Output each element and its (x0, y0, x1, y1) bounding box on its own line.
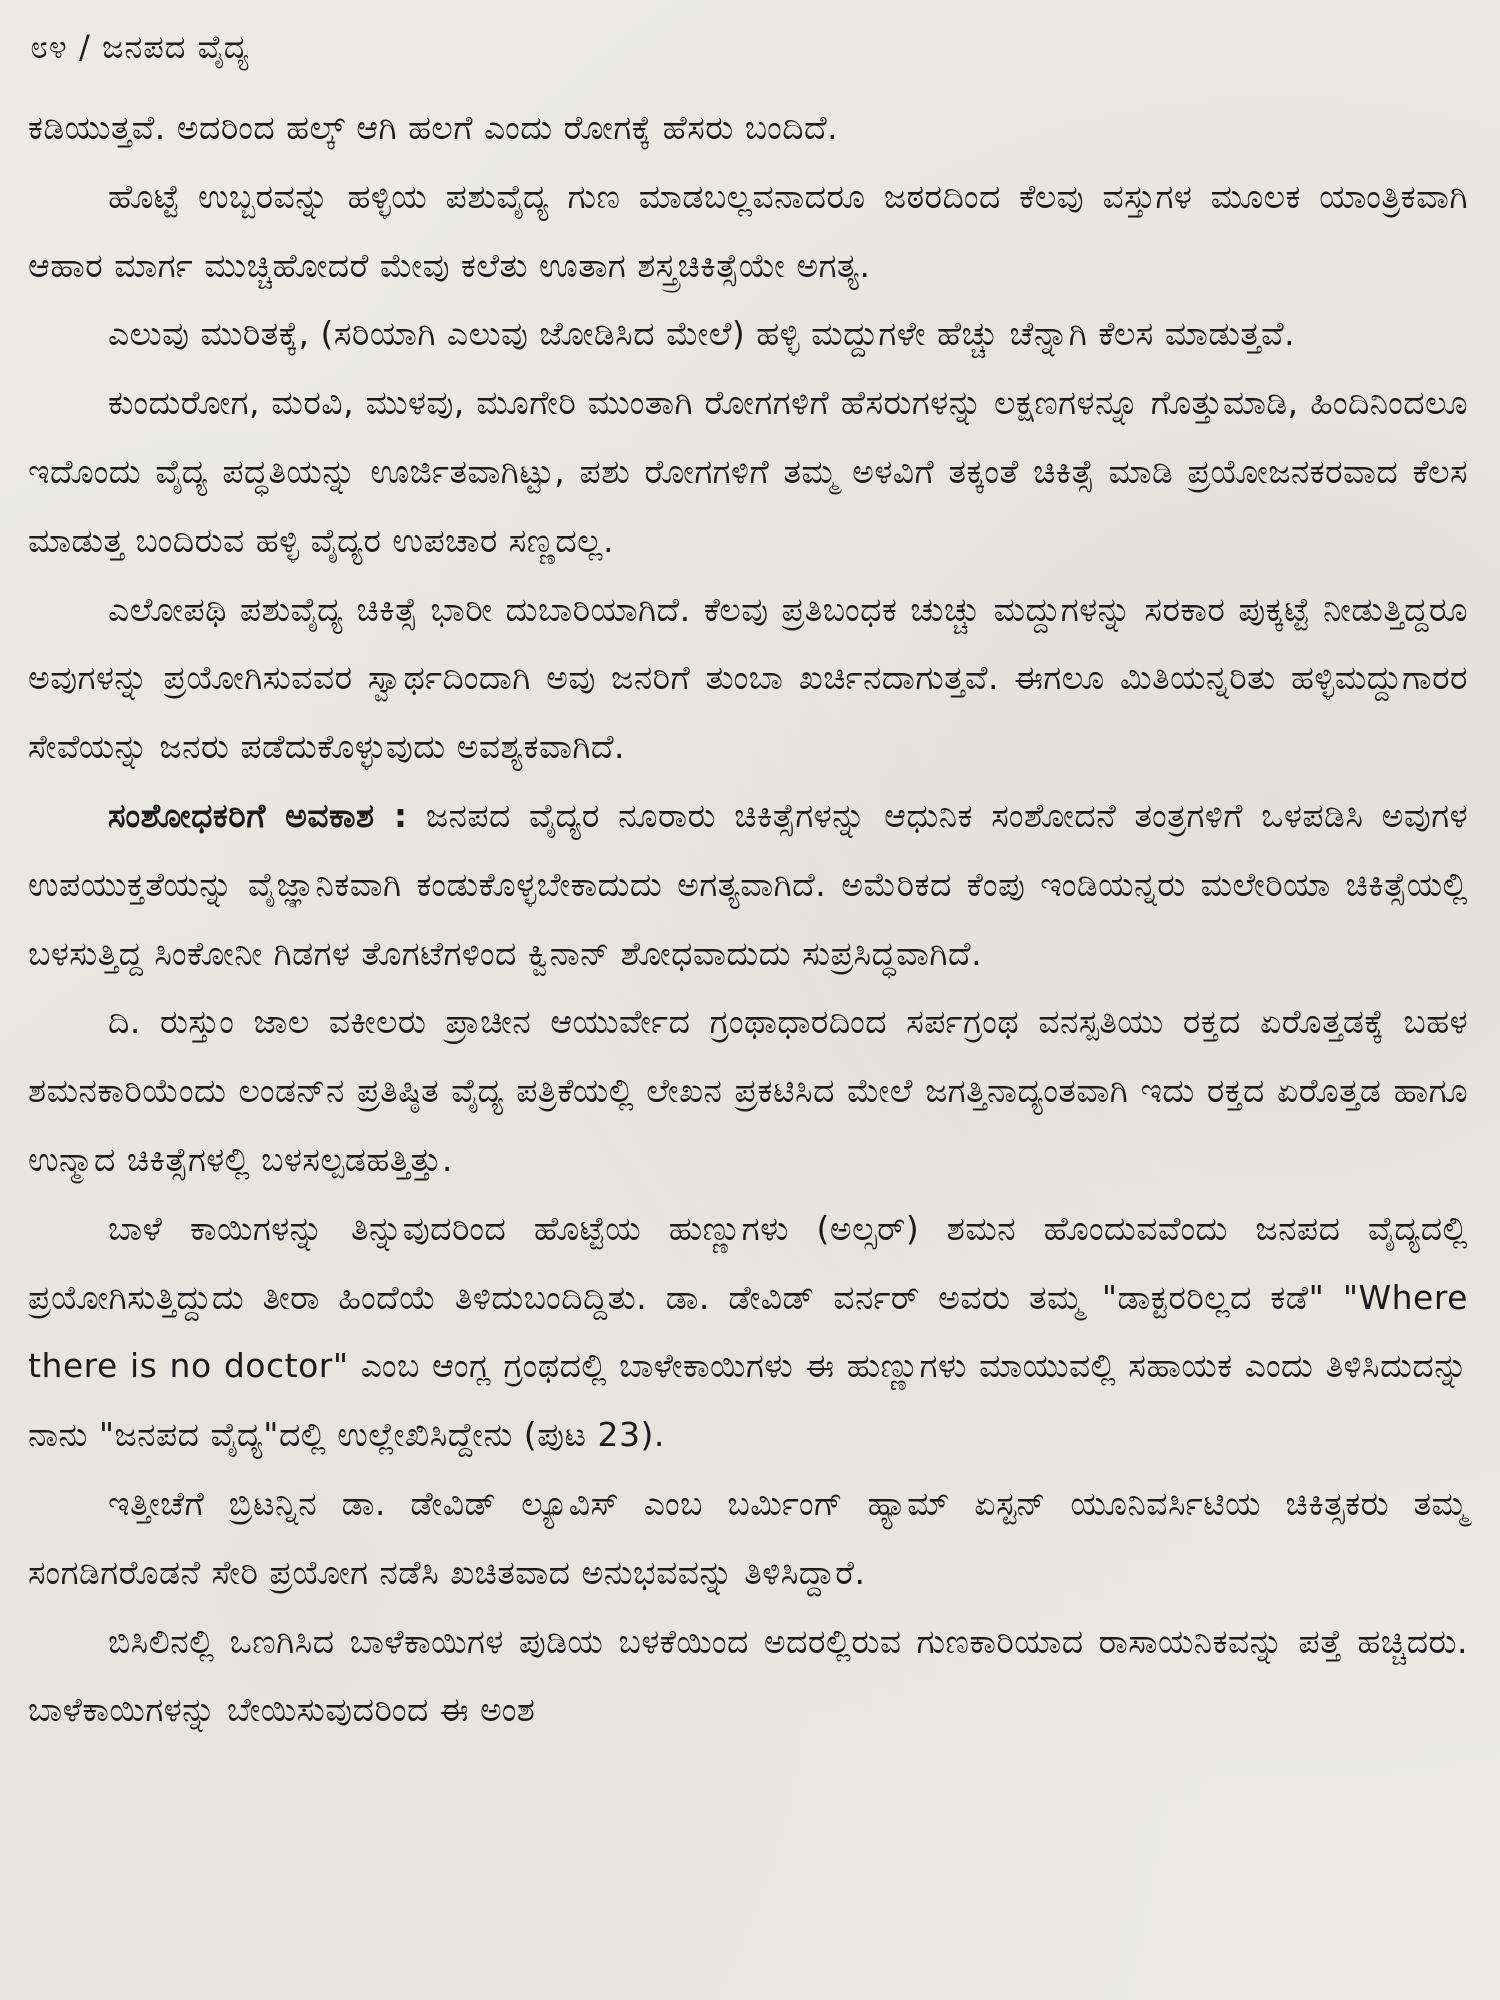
paragraph-allopathy-cost: ಎಲೋಪಥಿ ಪಶುವೈದ್ಯ ಚಿಕಿತ್ಸೆ ಭಾರೀ ದುಬಾರಿಯಾಗಿದೆ. ಕೆಲವು ಪ್ರತಿಬಂಧಕ ಚುಚ್ಚು ಮದ್ದುಗಳನ್ನು ಸರಕಾರ ಪುಕ್ಕಟ್ಟೆ ನೀಡುತ್ತಿದ್ದರೂ ಅವುಗಳನ್ನು ಪ್ರಯೋಗಿಸುವವರ ಸ್ವಾರ್ಥದಿಂದಾಗಿ ಅವು ಜನರಿಗೆ ತುಂಬಾ ಖರ್ಚಿನದಾಗುತ್ತವೆ. ಈಗಲೂ ಮಿತಿಯನ್ನರಿತು ಹಳ್ಳಿಮದ್ದುಗಾರರ ಸೇವೆಯನ್ನು ಜನರು ಪಡೆದುಕೊಳ್ಳುವುದು ಅವಶ್ಯಕವಾಗಿದೆ. (28, 589, 1468, 767)
paragraph-research-opportunity (28, 782, 1468, 988)
paragraph-text: ಜನಪದ ವೈದ್ಯರ ನೂರಾರು ಚಿಕಿತ್ಸೆಗಳನ್ನು ಆಧುನಿಕ ಸಂಶೋದನೆ ತಂತ್ರಗಳಿಗೆ ಒಳಪಡಿಸಿ ಅವುಗಳ ಉಪಯುಕ್ತತೆಯನ್ನು ವೈಜ್ಞಾನಿಕವಾಗಿ ಕಂಡುಕೊಳ್ಳಬೇಕಾದುದು ಅಗತ್ಯವಾಗಿದೆ. ಅಮೆರಿಕದ ಕೆಂಪು ಇಂಡಿಯನ್ನರು ಮಲೇರಿಯಾ ಚಿಕಿತ್ಸೆಯಲ್ಲಿ ಬಳಸುತ್ತಿದ್ದ ಸಿಂಕೋನೀ ಗಿಡಗಳ ತೊಗಟೆಗಳಿಂದ ಕ್ವಿನಾನ್ ಶೋಧವಾದುದು ಸುಪ್ರಸಿದ್ಧವಾಗಿದೆ. (28, 795, 1469, 973)
running-header: ೮೪ / ಜನಪದ ವೈದ್ಯ (30, 28, 250, 66)
section-lead-heading: ಸಂಶೋಧಕರಿಗೆ ಅವಕಾಶ : (108, 795, 408, 835)
body-text (28, 94, 1468, 1745)
paragraph-disease-names: ಕುಂದುರೋಗ, ಮರವಿ, ಮುಳವು, ಮೂಗೇರಿ ಮುಂತಾಗಿ ರೋಗಗಳಿಗೆ ಹೆಸರುಗಳನ್ನು ಲಕ್ಷಣಗಳನ್ನೂ ಗೊತ್ತುಮಾಡಿ, ಹಿಂದಿನಿಂದಲೂ ಇದೊಂದು ವೈದ್ಯ ಪದ್ಧತಿಯನ್ನು ಊರ್ಜಿತವಾಗಿಟ್ಟು, ಪಶು ರೋಗಗಳಿಗೆ ತಮ್ಮ ಅಳವಿಗೆ ತಕ್ಕಂತೆ ಚಿಕಿತ್ಸೆ ಮಾಡಿ ಪ್ರಯೋಜನಕರವಾದ ಕೆಲಸ ಮಾಡುತ್ತ ಬಂದಿರುವ ಹಳ್ಳಿ ವೈದ್ಯರ ಉಪಚಾರ ಸಣ್ಣದಲ್ಲ. (28, 383, 1468, 560)
paragraph-bone-fracture: ಎಲುವು ಮುರಿತಕ್ಕೆ, (ಸರಿಯಾಗಿ ಎಲುವು ಜೋಡಿಸಿದ ಮೇಲೆ) ಹಳ್ಳಿ ಮದ್ದುಗಳೇ ಹೆಚ್ಚು ಚೆನ್ನಾಗಿ ಕೆಲಸ ಮಾಡುತ್ತವೆ. (108, 314, 1296, 354)
paragraph-sarpagandha: ದಿ. ರುಸ್ತುಂ ಜಾಲ ವಕೀಲರು ಪ್ರಾಚೀನ ಆಯುರ್ವೇದ ಗ್ರಂಥಾಧಾರದಿಂದ ಸರ್ಪಗ್ರಂಥ ವನಸ್ಪತಿಯು ರಕ್ತದ ಏರೊತ್ತಡಕ್ಕೆ ಬಹಳ ಶಮನಕಾರಿಯೆಂದು ಲಂಡನ್‌ನ ಪ್ರತಿಷ್ಠಿತ ವೈದ್ಯ ಪತ್ರಿಕೆಯಲ್ಲಿ ಲೇಖನ ಪ್ರಕಟಿಸಿದ ಮೇಲೆ ಜಗತ್ತಿನಾದ್ಯಂತವಾಗಿ ಇದು ರಕ್ತದ ಏರೊತ್ತಡ ಹಾಗೂ ಉನ್ಮಾದ ಚಿಕಿತ್ಸೆಗಳಲ್ಲಿ ಬಳಸಲ್ಪಡಹತ್ತಿತ್ತು. (28, 1002, 1468, 1179)
paragraph-recent-study: ಇತ್ತೀಚೆಗೆ ಬ್ರಿಟನ್ನಿನ ಡಾ. ಡೇವಿಡ್ ಲ್ಯೂವಿಸ್ ಎಂಬ ಬರ್ಮಿಂಗ್ ಹ್ಯಾಮ್ ಏಸ್ಟನ್ ಯೂನಿವರ್ಸಿಟಿಯ ಚಿಕಿತ್ಸಕರು ತಮ್ಮ ಸಂಗಡಿಗರೊಡನೆ ಸೇರಿ ಪ್ರಯೋಗ ನಡೆಸಿ ಖಚಿತವಾದ ಅನುಭವವನ್ನು ತಿಳಿಸಿದ್ದಾರೆ. (28, 1483, 1468, 1592)
paragraph-banana-ulcer: ಬಾಳೆ ಕಾಯಿಗಳನ್ನು ತಿನ್ನುವುದರಿಂದ ಹೊಟ್ಟೆಯ ಹುಣ್ಣುಗಳು (ಅಲ್ಸರ್) ಶಮನ ಹೊಂದುವವೆಂದು ಜನಪದ ವೈದ್ಯದಲ್ಲಿ ಪ್ರಯೋಗಿಸುತ್ತಿದ್ದುದು ತೀರಾ ಹಿಂದೆಯೆ ತಿಳಿದುಬಂದಿದ್ದಿತು. ಡಾ. ಡೇವಿಡ್ ವರ್ನರ್ ಅವರು ತಮ್ಮ "ಡಾಕ್ಟರರಿಲ್ಲದ ಕಡೆ" "Where there is no doctor" ಎಂಬ ಆಂಗ್ಲ ಗ್ರಂಥದಲ್ಲಿ ಬಾಳೇಕಾಯಿಗಳು ಈ ಹುಣ್ಣುಗಳು ಮಾಯುವಲ್ಲಿ ಸಹಾಯಕ ಎಂದು ತಿಳಿಸಿದುದನ್ನು ನಾನು "ಜನಪದ ವೈದ್ಯ"ದಲ್ಲಿ ಉಲ್ಲೇಖಿಸಿದ್ದೇನು (ಪುಟ 23). (28, 1208, 1468, 1455)
paragraph-continuation: ಕಡಿಯುತ್ತವೆ. ಅದರಿಂದ ಹಲ್ಕ್ ಆಗಿ ಹಲಗೆ ಎಂದು ರೋಗಕ್ಕೆ ಹೆಸರು ಬಂದಿದೆ. (28, 108, 839, 147)
paragraph-banana-powder: ಬಿಸಿಲಿನಲ್ಲಿ ಒಣಗಿಸಿದ ಬಾಳೆಕಾಯಿಗಳ ಪುಡಿಯ ಬಳಕೆಯಿಂದ ಅದರಲ್ಲಿರುವ ಗುಣಕಾರಿಯಾದ ರಾಸಾಯನಿಕವನ್ನು ಪತ್ತೆ ಹಚ್ಚಿದರು. ಬಾಳೆಕಾಯಿಗಳನ್ನು ಬೇಯಿಸುವುದರಿಂದ ಈ ಅಂಶ (28, 1621, 1468, 1730)
paragraph-stomach-bloating: ಹೊಟ್ಟೆ ಉಬ್ಬರವನ್ನು ಹಳ್ಳಿಯ ಪಶುವೈದ್ಯ ಗುಣ ಮಾಡಬಲ್ಲವನಾದರೂ ಜಠರದಿಂದ ಕೆಲವು ವಸ್ತುಗಳ ಮೂಲಕ ಯಾಂತ್ರಿಕವಾಗಿ ಆಹಾರ ಮಾರ್ಗ ಮುಚ್ಚಿಹೋದರೆ ಮೇವು ಕಲೆತು ಊತಾಗ ಶಸ್ತ್ರಚಿಕಿತ್ಸೆಯೇ ಅಗತ್ಯ. (28, 176, 1468, 285)
